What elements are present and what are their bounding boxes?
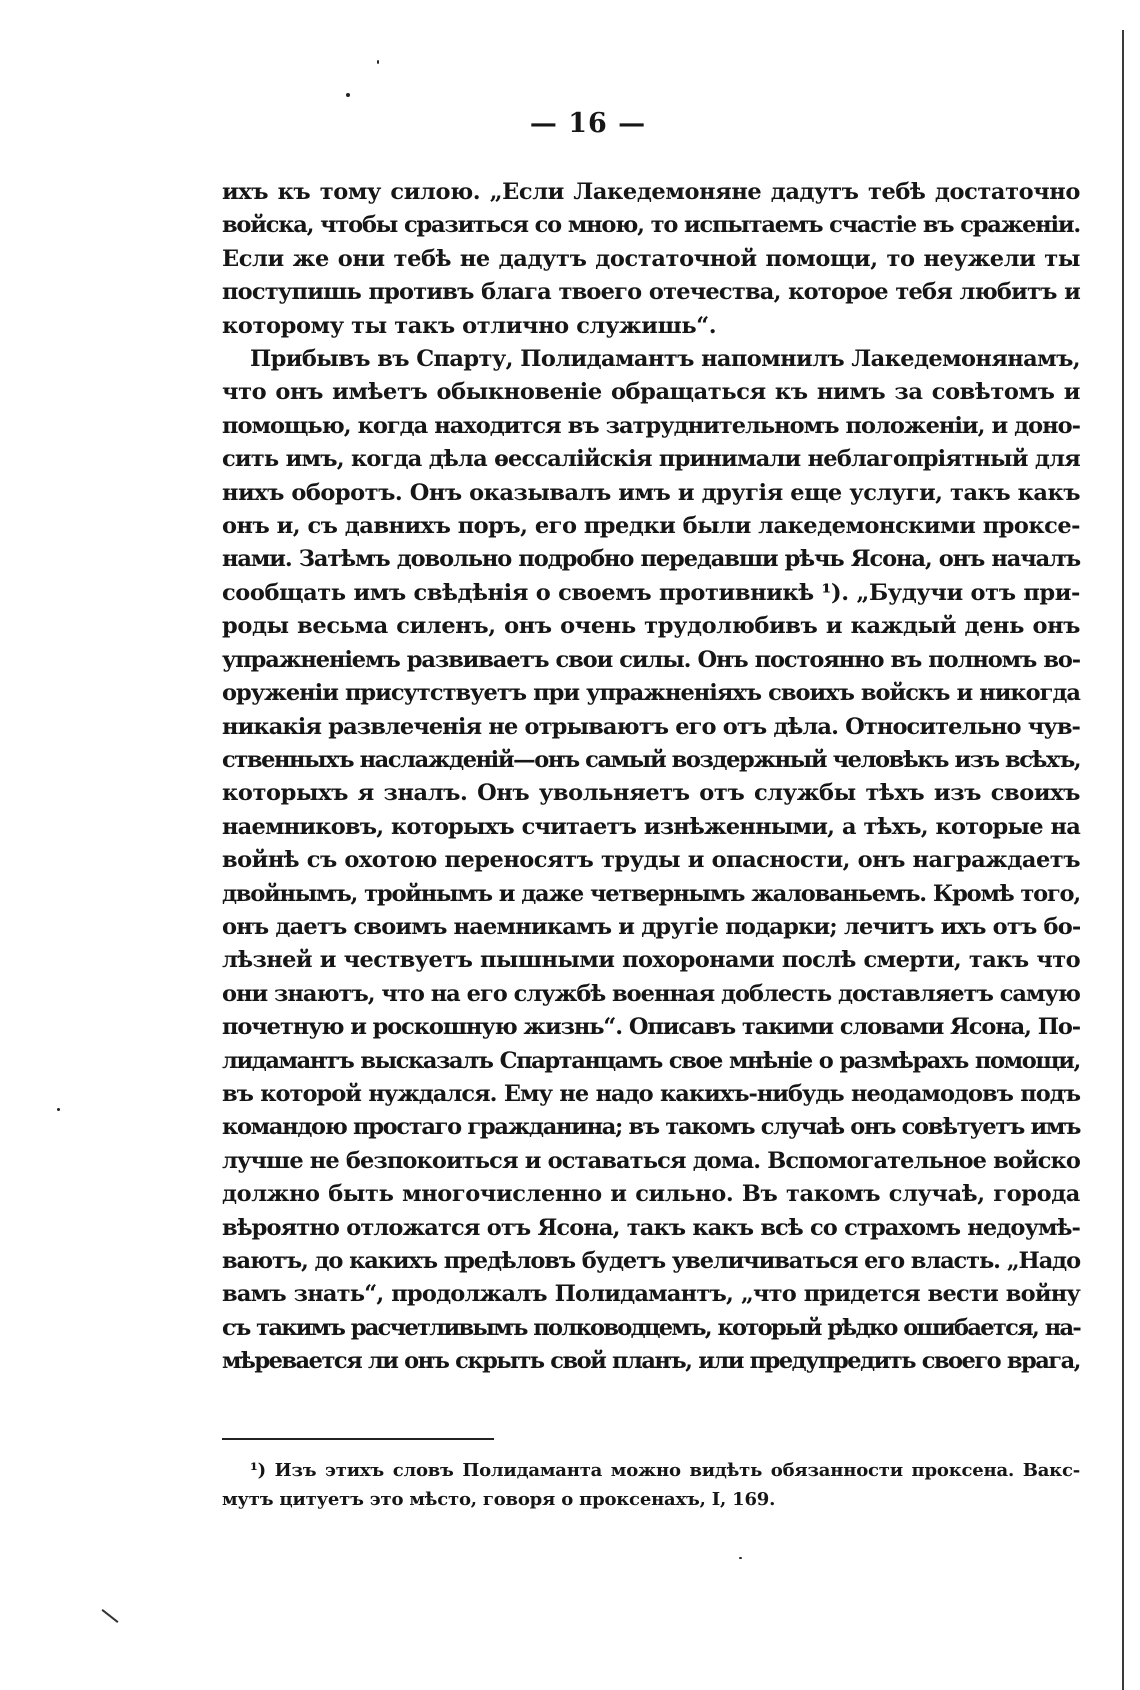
footnote-line: ¹) Изъ этихъ словъ Полидаманта можно видѣть обязанности проксена. Вакс- xyxy=(250,1460,1080,1481)
text-line: въ которой нуждался. Ему не надо какихъ-нибудь неодамодовъ подъ xyxy=(222,1080,1080,1107)
text-line: Прибывъ въ Спарту, Полидамантъ напомнилъ Лакедемонянамъ, xyxy=(250,346,1080,373)
text-line: двойнымъ, тройнымъ и даже четвернымъ жалованьемъ. Кромѣ того, xyxy=(222,880,1080,907)
text-line: сообщать имъ свѣдѣнія о своемъ противникѣ ¹). „Будучи отъ при- xyxy=(222,579,1080,606)
text-line: Если же они тебѣ не дадутъ достаточной помощи, то неужели ты xyxy=(222,245,1080,272)
text-line: вамъ знать“, продолжалъ Полидамантъ, „что придется вести войну xyxy=(222,1281,1080,1308)
text-line: лучше не безпокоиться и оставаться дома. Вспомогательное войско xyxy=(222,1147,1080,1174)
text-line: что онъ имѣетъ обыкновеніе обращаться къ нимъ за совѣтомъ и xyxy=(222,379,1080,406)
text-line: войнѣ съ охотою переносятъ труды и опасности, онъ награждаетъ xyxy=(222,847,1080,874)
text-line: съ такимъ расчетливымъ полководцемъ, который рѣдко ошибается, на- xyxy=(222,1314,1080,1341)
text-line: никакія развлеченія не отрываютъ его отъ дѣла. Относительно чув- xyxy=(222,713,1080,740)
text-line: сить имъ, когда дѣла ѳессалійскія принимали неблагопріятный для xyxy=(222,446,1080,473)
scan-speck xyxy=(377,60,379,64)
text-line: ваютъ, до какихъ предѣловъ будетъ увеличиваться его власть. „Надо xyxy=(222,1248,1080,1274)
scan-corner-mark xyxy=(102,1609,119,1623)
text-line: помощью, когда находится въ затруднительномъ положеніи, и доно- xyxy=(222,412,1080,439)
scan-speck xyxy=(739,1557,742,1559)
text-line: оруженіи присутствуетъ при упражненіяхъ своихъ войскъ и никогда xyxy=(222,680,1080,707)
text-line: войска, чтобы сразиться со мною, то испытаемъ счастіе въ сраженіи. xyxy=(222,212,1080,239)
text-line: упражненіемъ развиваетъ свои силы. Онъ постоянно въ полномъ во- xyxy=(222,646,1080,673)
text-line: нихъ оборотъ. Онъ оказывалъ имъ и другія еще услуги, такъ какъ xyxy=(222,479,1080,506)
footnote-divider xyxy=(222,1438,494,1440)
text-line: роды весьма силенъ, онъ очень трудолюбивъ и каждый день онъ xyxy=(222,613,1080,640)
text-line: которому ты такъ отлично служишь“. xyxy=(222,312,717,339)
text-line: нами. Затѣмъ довольно подробно передавши рѣчь Ясона, онъ началъ xyxy=(222,546,1080,573)
page-number-text: — 16 — xyxy=(529,108,647,139)
text-line: лѣзней и чествуетъ пышными похоронами послѣ смерти, такъ что xyxy=(222,947,1080,974)
text-line: наемниковъ, которыхъ считаетъ изнѣженными, а тѣхъ, которые на xyxy=(222,813,1080,840)
text-line: поступишь противъ блага твоего отечества, которое тебя любитъ и xyxy=(222,279,1080,306)
scan-speck xyxy=(57,1108,60,1111)
footnotes xyxy=(222,1456,1080,1514)
text-line: они знаютъ, что на его службѣ военная доблесть доставляетъ самую xyxy=(222,980,1080,1007)
text-line: онъ и, съ давнихъ поръ, его предки были лакедемонскими проксе- xyxy=(222,513,1080,540)
footnote-line: мутъ цитуетъ это мѣсто, говоря о проксенахъ, I, 169. xyxy=(222,1489,776,1510)
text-line: почетную и роскошную жизнь“. Описавъ такими словами Ясона, По- xyxy=(222,1014,1080,1041)
scan-edge-line xyxy=(1122,30,1124,1690)
page-number xyxy=(0,108,1140,139)
text-line: вѣроятно отложатся отъ Ясона, такъ какъ всѣ со страхомъ недоумѣ- xyxy=(222,1214,1080,1241)
body-text xyxy=(222,176,1080,1379)
text-line: онъ даетъ своимъ наемникамъ и другіе подарки; лечитъ ихъ отъ бо- xyxy=(222,913,1081,940)
text-line: ственныхъ наслажденій—онъ самый воздержный человѣкъ изъ всѣхъ, xyxy=(222,746,1081,773)
text-line: лидамантъ высказалъ Спартанцамъ свое мнѣніе о размѣрахъ помощи, xyxy=(222,1047,1080,1074)
text-line: мѣревается ли онъ скрыть свой планъ, или предупредить своего врага, xyxy=(222,1348,1080,1375)
text-line: которыхъ я зналъ. Онъ увольняетъ отъ службы тѣхъ изъ своихъ xyxy=(222,780,1080,807)
text-line: должно быть многочисленно и сильно. Въ такомъ случаѣ, города xyxy=(222,1181,1080,1208)
text-line: командою простаго гражданина; въ такомъ случаѣ онъ совѣтуетъ имъ xyxy=(222,1114,1081,1141)
scan-speck xyxy=(346,93,350,97)
text-line: ихъ къ тому силою. „Если Лакедемоняне дадутъ тебѣ достаточно xyxy=(222,179,1080,205)
